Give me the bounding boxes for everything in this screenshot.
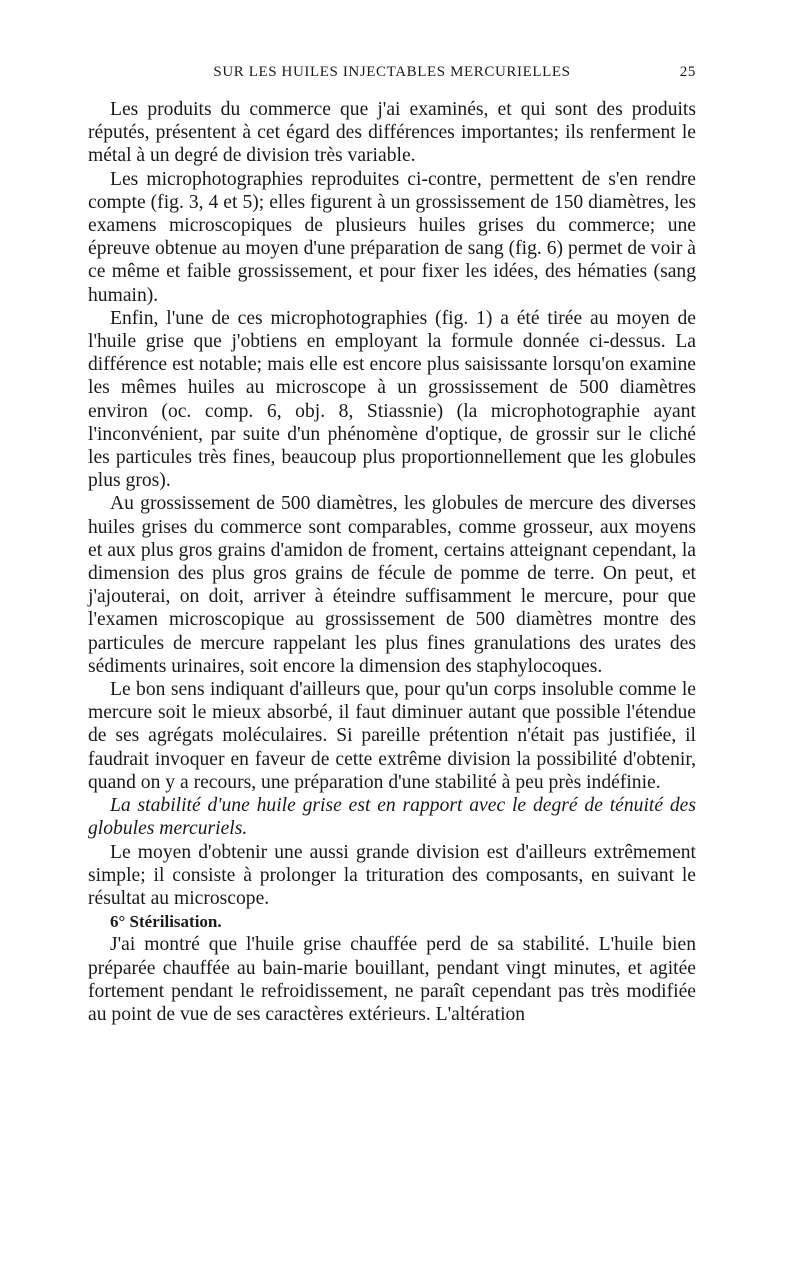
body-text <box>88 98 696 1026</box>
paragraph: J'ai montré que l'huile grise chauffée perd de sa stabilité. L'huile bien préparée chauffée au bain-marie bouillant, pendant vingt minutes, et agitée fortement pendant le refroidissement, ne paraît cependant pas très modifiée au point de vue de ses caractères extérieurs. L'altération <box>88 934 696 1025</box>
running-title: SUR LES HUILES INJECTABLES MERCURIELLES <box>213 64 571 80</box>
paragraph: Les produits du commerce que j'ai examinés, et qui sont des produits réputés, présentent à cet égard des différences importantes; ils renferment le métal à un degré de division très variable. <box>88 99 696 167</box>
page-number: 25 <box>679 64 696 80</box>
section-heading: 6° Stérilisation. <box>110 912 222 932</box>
italic-statement: La stabilité d'une huile grise est en rapport avec le degré de ténuité des globules mercuriels. <box>88 795 696 840</box>
paragraph: Enfin, l'une de ces microphotographies (fig. 1) a été tirée au moyen de l'huile grise que j'obtiens en employant la formule donnée ci-dessus. La différence est notable; mais elle est encore plus saisissante lorsqu'on examine les mêmes huiles au microscope à un grossissement de 500 diamètres environ (oc. comp. 6, obj. 8, Stiassnie) (la microphotographie ayant l'inconvénient, par suite d'un phénomène d'optique, de grossir sur le cliché les particules très fines, beaucoup plus proportionnellement que les globules plus gros). <box>88 307 696 492</box>
running-head <box>88 64 696 88</box>
paragraph: Les microphotographies reproduites ci-contre, permettent de s'en rendre compte (fig. 3, 4 et 5); elles figurent à un grossissement de 150 diamètres, les examens microscopiques de plusieurs huiles grises du commerce; une épreuve obtenue au moyen d'une préparation de sang (fig. 6) permet de voir à ce même et faible grossissement, et pour fixer les idées, des hématies (sang humain). <box>88 168 696 306</box>
paragraph: Le bon sens indiquant d'ailleurs que, pour qu'un corps insoluble comme le mercure soit le mieux absorbé, il faut diminuer autant que possible l'étendue de ses agrégats moléculaires. Si pareille prétention n'était pas justifiée, il faudrait invoquer en faveur de cette extrême division la possibilité d'obtenir, quand on y a recours, une préparation d'une stabilité à peu près indéfinie. <box>88 679 696 793</box>
paragraph: Au grossissement de 500 diamètres, les globules de mercure des diverses huiles grises du commerce sont comparables, comme grosseur, aux moyens et aux plus gros grains d'amidon de froment, certains atteignant cependant, la dimension des plus gros grains de fécule de pomme de terre. On peut, et j'ajouterai, on doit, arriver à éteindre suffisamment le mercure, pour que l'examen microscopique au grossissement de 500 diamètres montre des particules de mercure rappelant les plus fines granulations des urates des sédiments urinaires, soit encore la dimension des staphylocoques. <box>88 493 696 677</box>
paragraph: Le moyen d'obtenir une aussi grande division est d'ailleurs extrêmement simple; il consiste à prolonger la trituration des composants, en suivant le résultat au microscope. <box>88 841 696 909</box>
